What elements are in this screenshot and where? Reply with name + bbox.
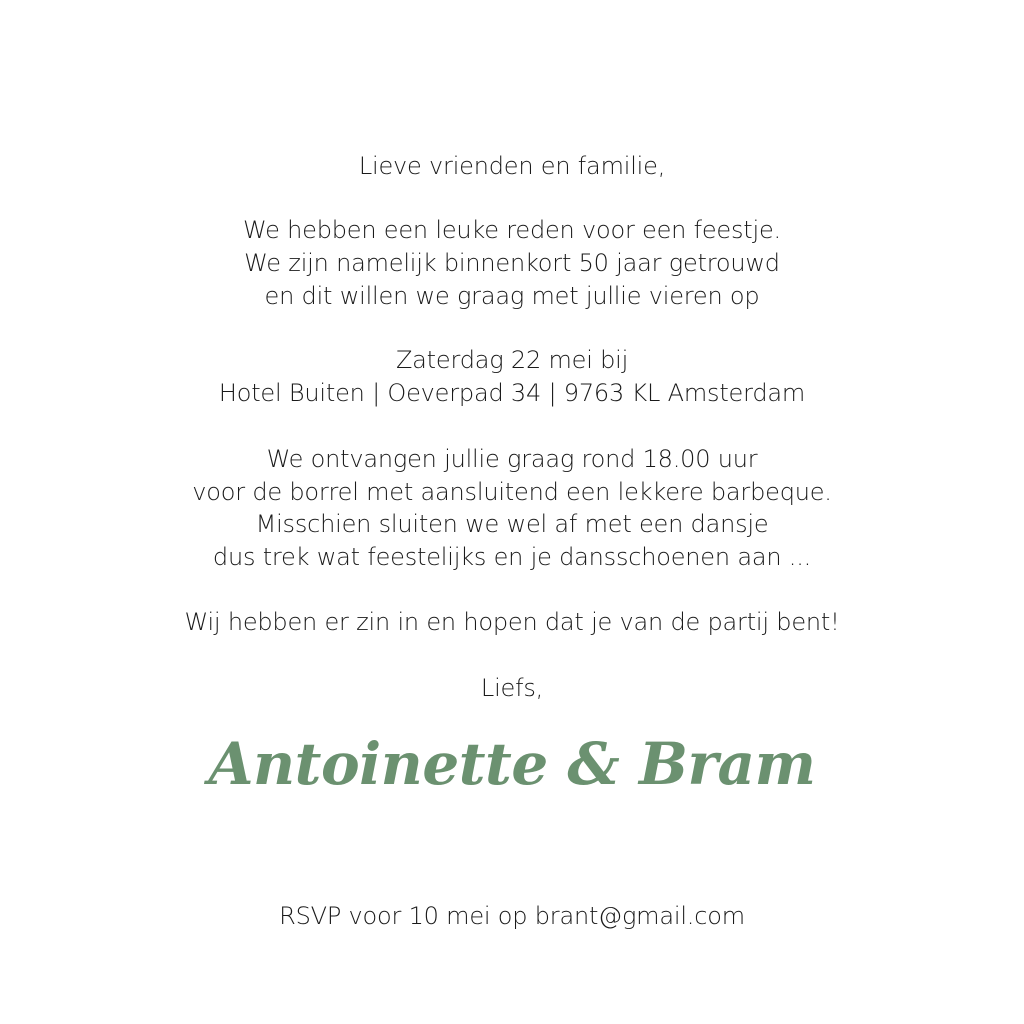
greeting-text: Lieve vrienden en familie, [358, 152, 666, 180]
signature-names: Antoinette & Bram [208, 730, 816, 798]
program-line-1: We ontvangen jullie graag rond 18.00 uur [266, 445, 758, 473]
sign-off-text: Liefs, [480, 674, 544, 702]
event-location: Hotel Buiten | Oeverpad 34 | 9763 KL Amsterdam [218, 379, 806, 407]
rsvp-text: RSVP voor 10 mei op brant@gmail.com [279, 902, 745, 930]
intro-line-2: We zijn namelijk binnenkort 50 jaar getrouwd [244, 249, 780, 277]
intro-line-3: en dit willen we graag met jullie vieren op [264, 282, 760, 310]
program-line-3: Misschien sluiten we wel af met een dansje [255, 510, 769, 538]
event-date: Zaterdag 22 mei bij [395, 346, 629, 374]
program-line-2: voor de borrel met aansluitend een lekkere barbeque. [192, 478, 832, 506]
intro-line-1: We hebben een leuke reden voor een feestje. [243, 216, 781, 244]
closing-text: Wij hebben er zin in en hopen dat je van de partij bent! [184, 608, 840, 636]
program-line-4: dus trek wat feestelijks en je dansschoenen aan ... [212, 543, 812, 571]
